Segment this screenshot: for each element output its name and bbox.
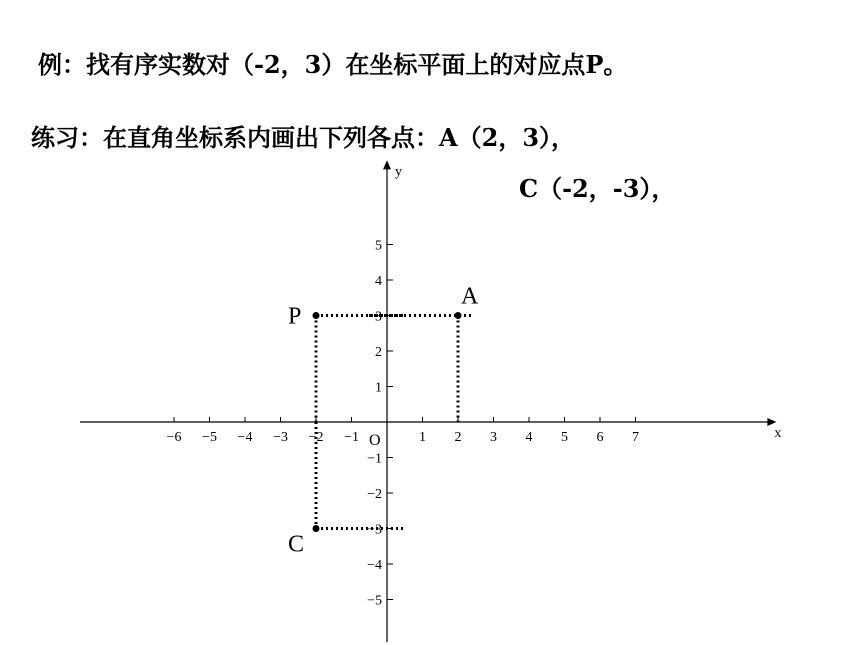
point-label-c: C: [288, 531, 305, 558]
example-problem-text: 例：找有序实数对（-2，3）在坐标平面上的对应点P。: [38, 50, 628, 79]
axes: [80, 160, 781, 642]
x-tick-label: 1: [419, 430, 426, 445]
point-marker-a: [455, 312, 462, 319]
y-tick-label: −4: [367, 558, 382, 573]
y-tick-label: −3: [367, 522, 382, 538]
x-tick-label: 7: [632, 430, 639, 445]
x-tick-label: −3: [273, 430, 288, 445]
y-tick-label: −5: [367, 593, 382, 609]
practice-problem-text: 练习：在直角坐标系内画出下列各点：A（2，3），: [31, 123, 576, 152]
x-axis-arrow: [767, 418, 776, 426]
point-marker-c: [313, 525, 320, 532]
y-tick-label: −2: [367, 487, 382, 502]
y-tick-label: 1: [375, 380, 382, 396]
x-tick-label: −4: [237, 430, 253, 445]
tick-marks: [167, 239, 639, 609]
y-tick-label: −1: [367, 451, 382, 467]
x-tick-label: −2: [308, 430, 324, 445]
y-axis-label: y: [395, 164, 402, 180]
y-tick-label: 2: [375, 345, 382, 360]
point-marker-p: [313, 312, 320, 319]
x-tick-label: 3: [490, 430, 497, 445]
y-axis-arrow: [383, 160, 391, 169]
x-tick-label: 5: [561, 430, 568, 445]
x-tick-label: −5: [202, 430, 217, 445]
practice-point-c-text: C（-2，-3），: [519, 174, 676, 203]
point-label-p: P: [288, 303, 302, 330]
x-tick-label: −1: [344, 430, 359, 445]
x-tick-label: 4: [525, 430, 533, 445]
point-label-a: A: [461, 283, 479, 310]
x-tick-label: −6: [166, 430, 182, 445]
x-tick-label: 6: [596, 430, 604, 445]
y-tick-label: 4: [375, 274, 382, 289]
x-tick-label: 2: [454, 430, 462, 445]
x-axis-label: x: [774, 426, 782, 441]
origin-label: O: [369, 432, 381, 449]
y-tick-label: 3: [375, 309, 382, 325]
y-tick-label: 5: [375, 238, 382, 254]
